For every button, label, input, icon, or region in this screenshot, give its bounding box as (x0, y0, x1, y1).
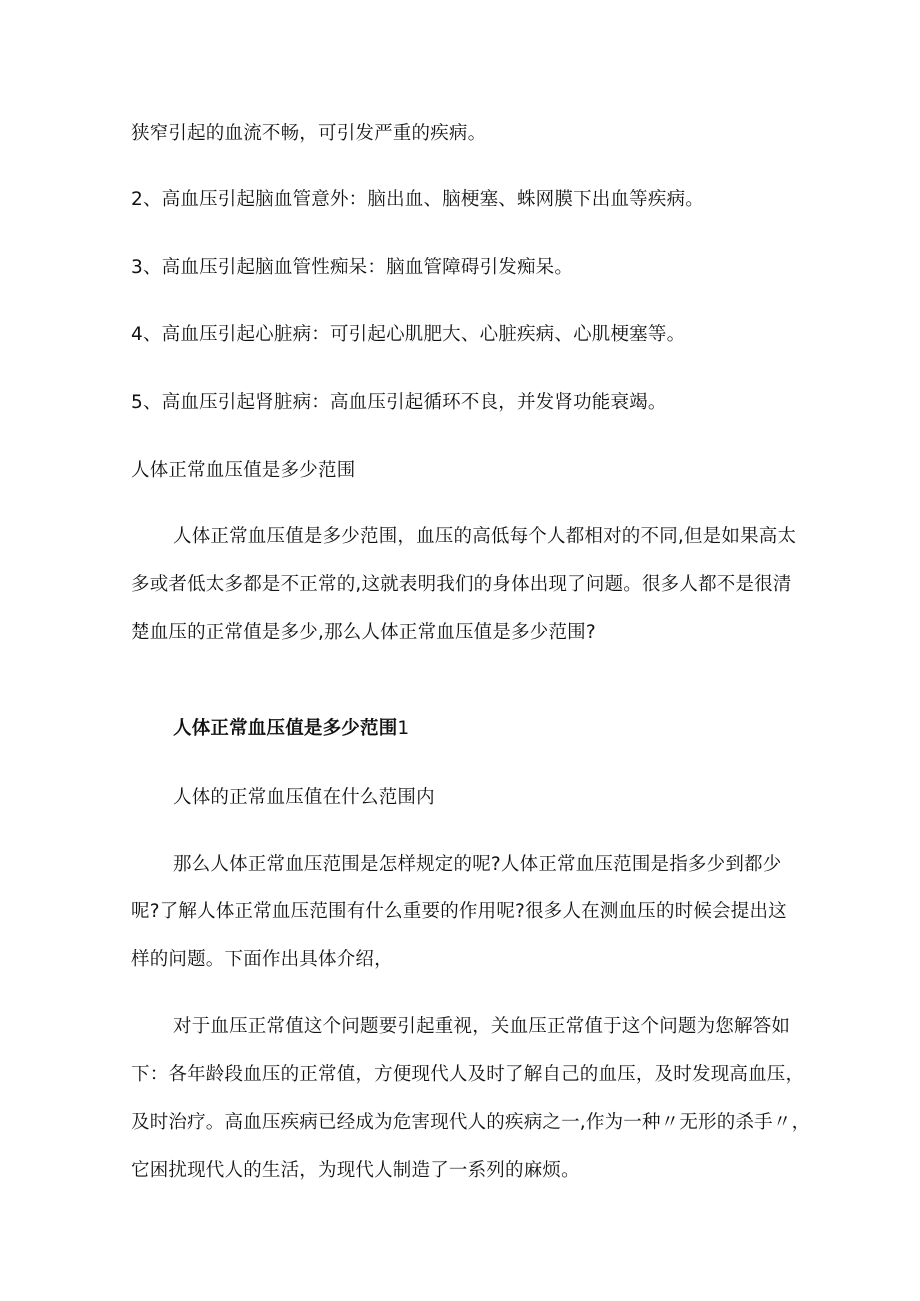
paragraph1-line2: 多或者低太多都是不正常的,这就表明我们的身体出现了问题。很多人都不是很清 (131, 574, 792, 595)
section-title: 人体正常血压值是多少范围 (131, 460, 356, 481)
bold-heading-text: 人体正常血压值是多少范围 (173, 718, 398, 739)
list-item-4: 4、高血压引起心脏病：可引起心肌肥大、心脏疾病、心肌梗塞等。 (131, 324, 686, 345)
list-item-5: 5、高血压引起肾脏病：高血压引起循环不良，并发肾功能衰竭。 (131, 392, 667, 413)
subheading: 人体的正常血压值在什么范围内 (173, 787, 435, 808)
paragraph2-line3: 样的问题。下面作出具体介绍， (131, 949, 393, 970)
list-item-3: 3、高血压引起脑血管性痴呆：脑血管障碍引发痴呆。 (131, 257, 574, 278)
paragraph1-line1: 人体正常血压值是多少范围，血压的高低每个人都相对的不同,但是如果高太 (173, 526, 797, 547)
list-item-2: 2、高血压引起脑血管意外：脑出血、脑梗塞、蛛网膜下出血等疾病。 (131, 189, 704, 210)
paragraph2-line1: 那么人体正常血压范围是怎样规定的呢?人体正常血压范围是指多少到都少 (173, 854, 782, 875)
paragraph3-line4: 它困扰现代人的生活，为现代人制造了一系列的麻烦。 (131, 1160, 580, 1181)
paragraph3-line1: 对于血压正常值这个问题要引起重视，关血压正常值于这个问题为您解答如 (173, 1016, 791, 1037)
paragraph3-line3: 及时治疗。高血压疾病已经成为危害现代人的疾病之一,作为一种〃无形的杀手〃， (131, 1112, 811, 1133)
bold-heading (173, 717, 409, 741)
intro-line: 狭窄引起的血流不畅，可引发严重的疾病。 (131, 123, 487, 144)
paragraph3-line2: 下：各年龄段血压的正常值，方便现代人及时了解自己的血压，及时发现高血压， (131, 1064, 805, 1085)
paragraph2-line2: 呢?了解人体正常血压范围有什么重要的作用呢?很多人在测血压的时候会提出这 (131, 901, 787, 922)
bold-heading-number: 1 (397, 718, 410, 739)
paragraph1-line3: 楚血压的正常值是多少,那么人体正常血压值是多少范围? (131, 622, 596, 643)
